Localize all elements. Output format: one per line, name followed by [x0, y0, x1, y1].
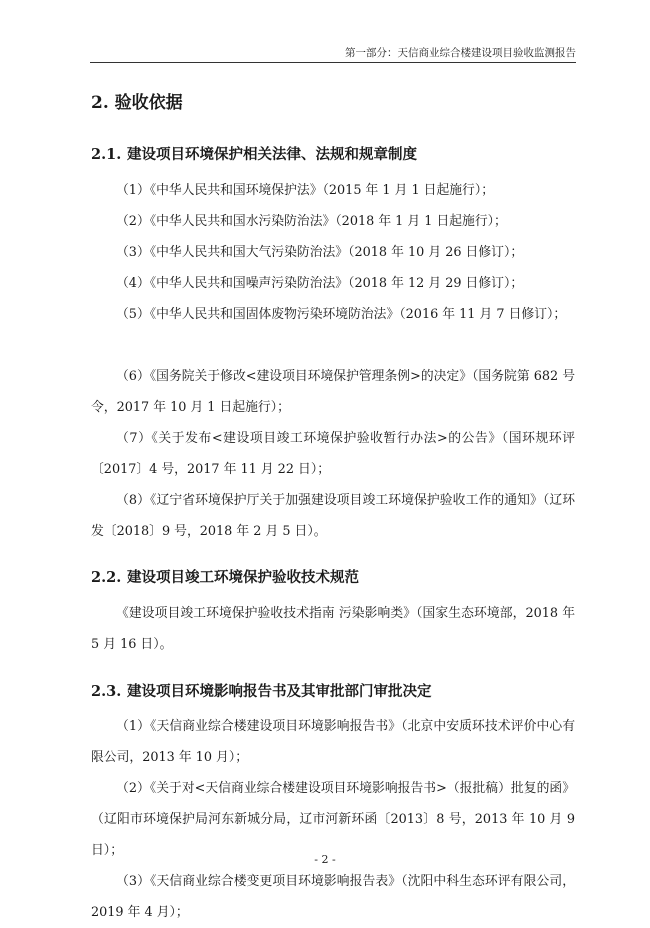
list-item: （8）《辽宁省环境保护厅关于加强建设项目竣工环境保护验收工作的通知》（辽环发〔2018〕9 号，2018 年 2 月 5 日）。: [91, 493, 575, 539]
list-item: （2）《中华人民共和国水污染防治法》（2018 年 1 月 1 日起施行）；: [116, 214, 507, 229]
list-item: （3）《天信商业综合楼变更项目环境影响报告表》（沈阳中科生态环评有限公司，2019 年 4 月）；: [91, 874, 575, 920]
subsection-title: 建设项目环境保护相关法律、法规和规章制度: [127, 146, 417, 163]
subsection-title: 建设项目环境影响报告书及其审批部门审批决定: [127, 683, 432, 700]
subsection-number: 2.2.: [91, 569, 122, 586]
list-item: （4）《中华人民共和国噪声污染防治法》（2018 年 12 月 29 日修订）；: [116, 276, 524, 291]
list-item: （1）《天信商业综合楼建设项目环境影响报告书》（北京中安质环技术评价中心有限公司，2013 年 10 月）；: [91, 719, 575, 765]
list-item: （5）《中华人民共和国固体废物污染环境防治法》（2016 年 11 月 7 日修订）；: [116, 307, 567, 322]
subsection-title: 建设项目竣工环境保护验收技术规范: [127, 569, 359, 586]
list-item: （2）《关于对<天信商业综合楼建设项目环境影响报告书>（报批稿）批复的函》（辽阳市环境保护局河东新城分局，辽市河新环函〔2013〕8 号，2013 年 10 月 9 日）；: [91, 781, 575, 858]
list-item: （1）《中华人民共和国环境保护法》（2015 年 1 月 1 日起施行）；: [116, 183, 495, 198]
list-item: （7）《关于发布<建设项目竣工环境保护验收暂行办法>的公告》（国环规环评〔2017〕4 号，2017 年 11 月 22 日）；: [91, 431, 575, 477]
subsection-heading-2-3: [91, 682, 432, 702]
subsection-number: 2.1.: [91, 146, 122, 163]
page-number: - 2 -: [314, 853, 336, 866]
page-header: 第一部分：天信商业综合楼建设项目验收监测报告: [90, 46, 576, 63]
section-title: 2. 验收依据: [91, 93, 183, 113]
list-item: （3）《中华人民共和国大气污染防治法》（2018 年 10 月 26 日修订）；: [116, 245, 524, 260]
list-item: 《建设项目竣工环境保护验收技术指南 污染影响类》（国家生态环境部，2018 年 5 月 16 日）。: [91, 606, 575, 652]
subsection-heading-2-2: [91, 568, 359, 588]
subsection-heading-2-1: [91, 145, 417, 165]
list-item: （6）《国务院关于修改<建设项目环境保护管理条例>的决定》（国务院第 682 号令，2017 年 10 月 1 日起施行）；: [91, 369, 575, 415]
subsection-number: 2.3.: [91, 683, 122, 700]
